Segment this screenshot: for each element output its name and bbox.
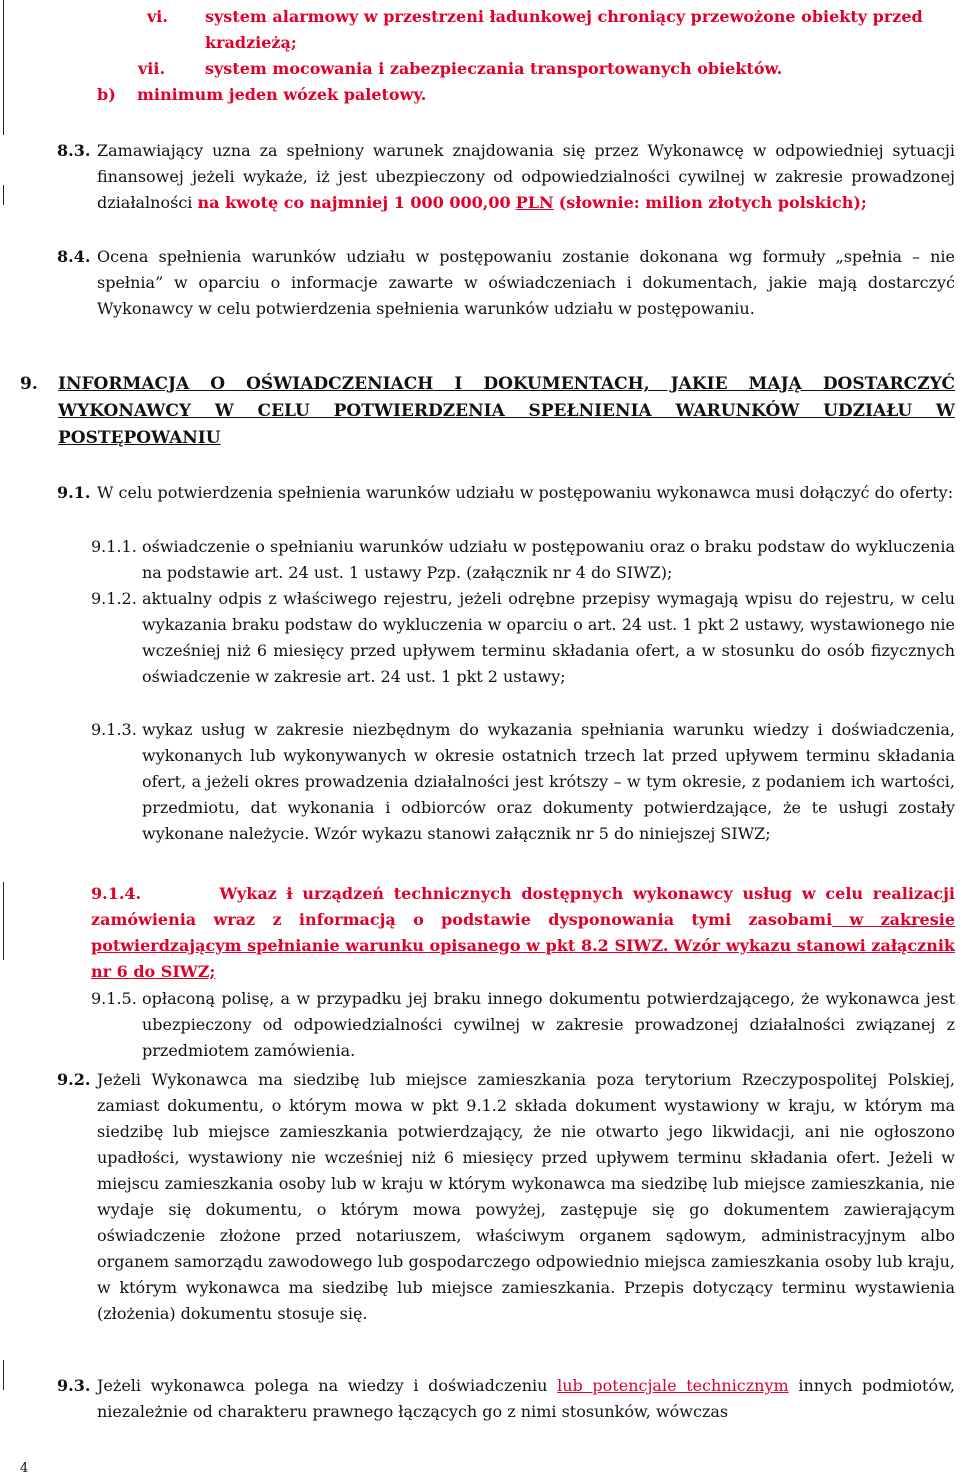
paragraph-number: 8.4. <box>57 247 91 266</box>
paragraph-9-1-2: aktualny odpis z właściwego rejestru, jeżeli odrębne przepisy wymagają wpisu do rejestru, w celu wykazania braku podstaw do wykluczenia w oparciu o art. 24 ust. 1 pkt 2 ustawy, wystawionego nie wcześniej niż 6 miesięcy przed upływem terminu składania ofert, a w stosunku do osób fizycznych oświadczenie w zakresie art. 24 ust. 1 pkt 2 ustawy; <box>142 589 955 686</box>
paragraph-text: Jeżeli wykonawca polega na wiedzy i doświadczeniu <box>97 1376 548 1395</box>
paragraph-9-1-1: oświadczenie o spełnianiu warunków udziału w postępowaniu oraz o braku podstaw do wykluczenia na podstawie art. 24 ust. 1 ustawy Pzp. (załącznik nr 4 do SIWZ); <box>142 537 955 582</box>
section-number: 9. <box>20 374 38 394</box>
list-item-text: system alarmowy w przestrzeni ładunkowej chroniący przewożone obiekty przed kradzieżą; <box>205 7 923 52</box>
highlighted-underlined-text: w zakresie potwierdzającym spełnianie warunku opisanego w pkt 8.2 SIWZ. Wzór wykazu stanowi załącznik nr 6 do SIWZ; <box>91 910 956 981</box>
paragraph-9-2: Jeżeli Wykonawca ma siedzibę lub miejsce zamieszkania poza terytorium Rzeczypospolitej Polskiej, zamiast dokumentu, o którym mowa w pkt 9.1.2 składa dokument wystawiony w kraju, w którym ma siedzibę lub miejsce zamieszkania potwierdzający, że nie otwarto jego likwidacji, ani nie ogłoszono upadłości, wystawiony nie wcześniej niż 6 miesięcy przed upływem terminu składania ofert. Jeżeli w miejscu zamieszkania osoby lub w kraju w którym wykonawca ma siedzibę lub miejsce zamieszkania, nie wydaje się dokumentu, o którym mowa powyżej, zastępuje się go dokumentem zawierającym oświadczenie złożone przed notariuszem, właściwym organem sądowym, administracyjnym albo organem samorządu zawodowego lub gospodarczego odpowiednio miejsca zamieszkania osoby lub kraju, w którym wykonawca ma siedzibę lub miejsce zamieszkania. Przepis dotyczący terminu wystawienia (złożenia) dokumentu stosuje się. <box>97 1070 955 1323</box>
revision-bar <box>3 1360 4 1390</box>
highlighted-text: Wykaz <box>219 884 277 903</box>
struck-text: i <box>286 884 293 903</box>
paragraph-text: innych podmiotów, niezależnie od charakteru prawnego łączących go z nimi stosunków, wówczas <box>97 1376 956 1421</box>
paragraph-text: Zamawiający uzna za spełniony warunek znajdowania się przez Wykonawcę w odpowiedniej sytuacji finansowej jeżeli wykaże, iż jest ubezpieczony od odpowiedzialności cywilnej w zakresie prowadzonej działalności <box>97 141 955 212</box>
paragraph-number: 9.1.4. <box>91 884 142 903</box>
paragraph-8-3 <box>97 138 955 216</box>
paragraph-number: 9.1.3. <box>91 720 137 739</box>
highlighted-currency: PLN <box>515 193 554 212</box>
section-title: INFORMACJA O OŚWIADCZENIACH I DOKUMENTACH, JAKIE MAJĄ DOSTARCZYĆ WYKONAWCY W CELU POTWIERDZENIA SPEŁNIENIA WARUNKÓW UDZIAŁU W POSTĘPOWANIU <box>58 374 955 448</box>
revision-bar <box>3 0 4 135</box>
paragraph-number: 9.2. <box>57 1070 91 1089</box>
list-item-num: vii. <box>138 59 166 78</box>
paragraph-9-1: W celu potwierdzenia spełnienia warunków udziału w postępowaniu wykonawca musi dołączyć do oferty: <box>97 483 954 502</box>
list-item-num: vi. <box>147 7 168 26</box>
highlighted-underlined-text: lub potencjale technicznym <box>557 1376 789 1395</box>
highlighted-text: urządzeń technicznych dostępnych wykonawcy usług w celu realizacji zamówienia wraz z informacją o podstawie dysponowania tymi zasobami <box>91 884 956 929</box>
paragraph-number: 9.1. <box>57 483 91 502</box>
page-number: 4 <box>20 1461 29 1476</box>
list-item-text: system mocowania i zabezpieczania transportowanych obiektów. <box>205 59 783 78</box>
paragraph-9-3 <box>97 1373 955 1425</box>
paragraph-number: 8.3. <box>57 141 91 160</box>
highlighted-words: (słownie: milion złotych polskich); <box>558 193 867 212</box>
list-item-text: minimum jeden wózek paletowy. <box>137 85 427 104</box>
paragraph-9-1-4 <box>91 881 955 985</box>
paragraph-number: 9.1.1. <box>91 537 137 556</box>
revision-bar <box>3 185 4 205</box>
highlighted-amount: na kwotę co najmniej 1 000 000,00 <box>197 193 511 212</box>
revision-bar <box>3 882 4 960</box>
paragraph-number: 9.1.2. <box>91 589 137 608</box>
paragraph-number: 9.3. <box>57 1376 91 1395</box>
paragraph-number: 9.1.5. <box>91 989 137 1008</box>
paragraph-9-1-3: wykaz usług w zakresie niezbędnym do wykazania spełniania warunku wiedzy i doświadczenia, wykonanych lub wykonywanych w okresie ostatnich trzech lat przed upływem terminu składania ofert, a jeżeli okres prowadzenia działalności jest krótszy – w tym okresie, z podaniem ich wartości, przedmiotu, dat wykonania i odbiorców oraz dokumenty potwierdzające, że te usługi zostały wykonane należycie. Wzór wykazu stanowi załącznik nr 5 do niniejszej SIWZ; <box>142 720 955 843</box>
paragraph-9-1-5: opłaconą polisę, a w przypadku jej braku innego dokumentu potwierdzającego, że wykonawca jest ubezpieczony od odpowiedzialności cywilnej w zakresie prowadzonej działalności związanej z przedmiotem zamówienia. <box>142 989 955 1060</box>
paragraph-8-4: Ocena spełnienia warunków udziału w postępowaniu zostanie dokonana wg formuły „spełnia – nie spełnia” w oparciu o informacje zawarte w oświadczeniach i dokumentach, jakie mają dostarczyć Wykonawcy w celu potwierdzenia spełnienia warunków udziału w postępowaniu. <box>97 247 955 318</box>
list-item-num: b) <box>97 85 116 104</box>
